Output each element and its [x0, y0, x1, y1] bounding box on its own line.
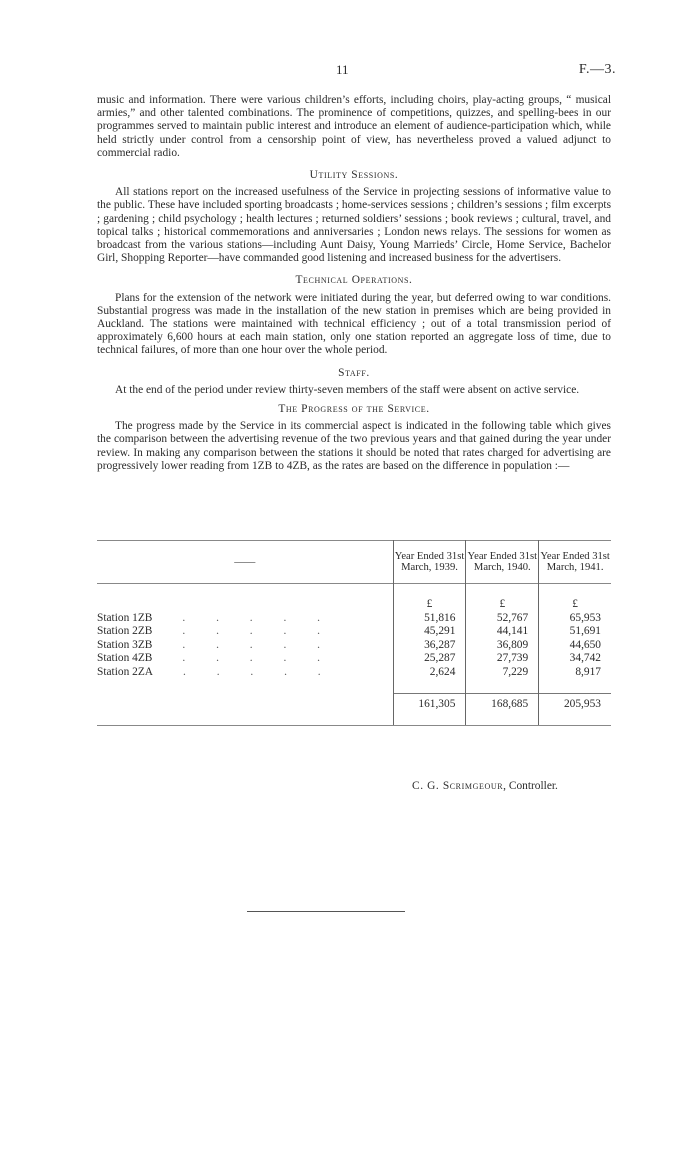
- column-header-1941: Year Ended 31st March, 1941.: [539, 541, 611, 584]
- page-number: 11: [336, 62, 349, 77]
- value-cell: 7,229: [466, 666, 539, 680]
- staff-heading: Staff.: [338, 366, 370, 379]
- value-cell: 52,767: [466, 612, 539, 626]
- table-row: [97, 639, 611, 653]
- document-body: [97, 94, 611, 473]
- station-name: Station 2ZA: [97, 665, 154, 678]
- signatory-name: C. G. Scrimgeour: [412, 780, 504, 792]
- value-cell: 36,287: [393, 639, 466, 653]
- column-header-1940: Year Ended 31st March, 1940.: [466, 541, 539, 584]
- value-cell: 34,742: [539, 652, 611, 666]
- total-cell: 205,953: [539, 693, 611, 725]
- station-name: Station 2ZB: [97, 625, 153, 637]
- value-cell: 2,624: [393, 666, 466, 680]
- document-reference: F.—3.: [578, 62, 616, 77]
- dot-leader: . . . . .: [183, 665, 335, 678]
- dot-leader: . . . . .: [182, 611, 335, 624]
- value-cell: 36,809: [466, 639, 539, 653]
- intro-paragraph: music and information. There were various children’s efforts, including choirs, play-acting groups, “ musical armies,” and other talented combinations. The prominence of competitions, quizzes, and spelling-bees in our programmes served to maintain public interest and introduce an element of audience-participation which, while held strictly under control from a censorship point of view, has nevertheless proved a valued adjunct to commercial radio.: [97, 94, 611, 159]
- value-cell: 8,917: [539, 666, 611, 680]
- value-cell: 44,650: [539, 639, 611, 653]
- value-cell: 65,953: [539, 612, 611, 626]
- utility-sessions-paragraph: All stations report on the increased usefulness of the Service in projecting sessions of informative value to the public. These have included sporting broadcasts ; home-services sessions ; children’s sessions ; film excerpts ; gardening ; child psychology ; health lectures ; returned soldiers’ sessions ; book reviews ; cultural, travel, and topical talks ; historical commemorations and anniversaries ; London news relays. The sessions for women as broadcast from the various stations—including Aunt Daisy, Young Marrieds’ Circle, Home Service, Bachelor Girl, Shopping Reporter—have commanded good listening and increased business for the advertisers.: [97, 186, 611, 265]
- table-row: [97, 652, 611, 666]
- value-cell: 51,691: [539, 625, 611, 639]
- value-cell: 44,141: [466, 625, 539, 639]
- table-bottom-rule: [97, 725, 611, 726]
- table-row: [97, 666, 611, 680]
- page-header: [0, 62, 700, 78]
- dot-leader: . . . . .: [182, 625, 335, 637]
- table-header-row: [97, 541, 611, 584]
- total-cell: 161,305: [393, 693, 466, 725]
- totals-row: [97, 693, 611, 725]
- unit-label: £: [393, 584, 466, 612]
- signatory-title: , Controller.: [503, 780, 558, 792]
- progress-paragraph: The progress made by the Service in its commercial aspect is indicated in the following table which gives the comparison between the advertising revenue of the two previous years and that gained during the year under review. In making any comparison between the stations it should be noted that rates charged for advertising are progressively lower reading from 1ZB to 4ZB, as the rates are based on the difference in population :—: [97, 420, 611, 472]
- table-row: [97, 625, 611, 639]
- table-row: [97, 612, 611, 626]
- unit-row: [97, 584, 611, 612]
- column-header-1939: Year Ended 31st March, 1939.: [393, 541, 466, 584]
- table-label-header: ——: [234, 556, 256, 568]
- closing-rule: [247, 911, 405, 912]
- station-name: Station 3ZB: [97, 638, 153, 651]
- total-cell: 168,685: [466, 693, 539, 725]
- technical-operations-heading: Technical Operations.: [295, 274, 413, 287]
- unit-label: £: [466, 584, 539, 612]
- station-name: Station 4ZB: [97, 652, 153, 664]
- dot-leader: . . . . .: [182, 638, 335, 651]
- progress-heading: The Progress of the Service.: [278, 403, 430, 416]
- revenue-table: [97, 540, 611, 726]
- staff-paragraph: At the end of the period under review thirty-seven members of the staff were absent on active service.: [115, 383, 580, 396]
- unit-label: £: [539, 584, 611, 612]
- value-cell: 25,287: [393, 652, 466, 666]
- value-cell: 27,739: [466, 652, 539, 666]
- station-name: Station 1ZB: [97, 611, 153, 624]
- dot-leader: . . . . .: [182, 652, 335, 664]
- value-cell: 45,291: [393, 625, 466, 639]
- utility-sessions-heading: Utility Sessions.: [309, 169, 399, 182]
- signature: [412, 780, 558, 792]
- value-cell: 51,816: [393, 612, 466, 626]
- technical-operations-paragraph: Plans for the extension of the network were initiated during the year, but deferred owing to war conditions. Substantial progress was made in the installation of the new station in premises which are being provided in Auckland. The stations were maintained with technical efficiency ; out of a total transmission period of approximately 6,600 hours at each main station, only one station reported an aggregate loss of time, due to technical failures, of more than one hour over the whole period.: [97, 291, 611, 357]
